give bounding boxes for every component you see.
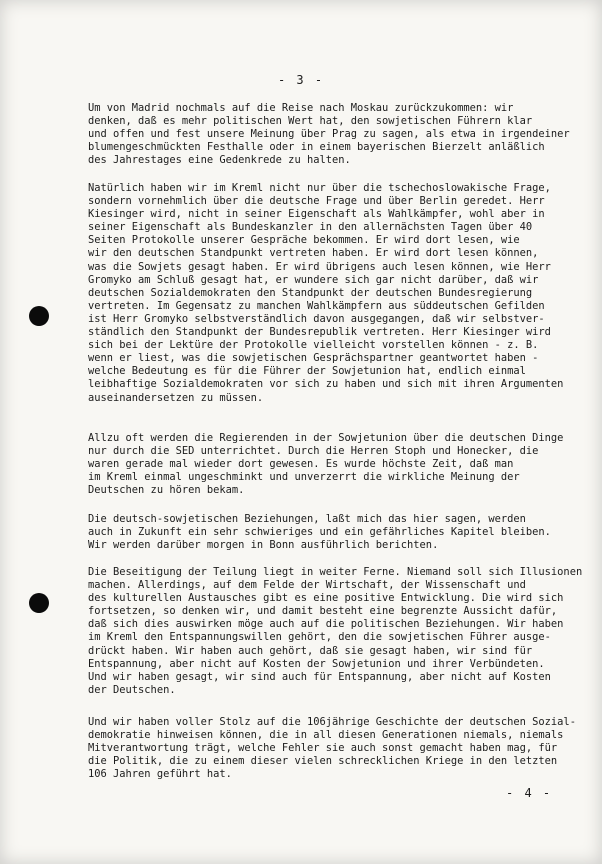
punch-hole-upper [29, 306, 49, 326]
paragraph-sozialdemokratie-geschichte: Und wir haben voller Stolz auf die 106jährige Geschichte der deutschen Sozial- demokratie hinweisen können, die in all diesen Generationen niemals, niemals Mitverantwortung trägt, welche Fehler sie auch sonst gemacht haben mag, für die Politik, die zu einem dieser vielen schrecklichen Kriege in den letzten 106 Jahren geführt hat. [88, 716, 576, 781]
paragraph-deutsch-sowjetische-beziehungen: Die deutsch-sowjetischen Beziehungen, laßt mich das hier sagen, werden auch in Zukunft ein sehr schwieriges und ein gefährliches Kapitel bleiben. Wir werden darüber morgen in Bonn ausführlich berichten. [88, 513, 551, 552]
paragraph-teilung-entspannung: Die Beseitigung der Teilung liegt in weiter Ferne. Niemand soll sich Illusionen machen. Allerdings, auf dem Felde der Wirtschaft, der Wissenschaft und des kulturellen Austausches gibt es eine positive Entwicklung. Die wird sich fortsetzen, so denken wir, und damit besteht eine begrenzte Aussicht dafür, daß sich dies auswirken möge auch auf die politischen Beziehungen. Wir haben im Kreml den Entspannungswillen gehört, den die sowjetischen Führer ausge- drückt haben. Wir haben auch gehört, daß sie gesagt haben, wir sind für Entspannung, aber nicht auf Kosten der Sowjetunion und ihrer Verbündeten. Und wir haben gesagt, wir sind auch für Entspannung, aber nicht auf Kosten der Deutschen. [88, 566, 583, 696]
paragraph-sed-unterrichtung: Allzu oft werden die Regierenden in der Sowjetunion über die deutschen Dinge nur durch die SED unterrichtet. Durch die Herren Stoph und Honecker, die waren gerade mal wieder dort gewesen. Es wurde höchste Zeit, daß man im Kreml einmal ungeschminkt und unverzerrt die wirkliche Meinung der Deutschen zu hören bekam. [88, 432, 564, 497]
page-number: - 3 - [277, 73, 325, 87]
paragraph-madrid-moskau: Um von Madrid nochmals auf die Reise nach Moskau zurückzukommen: wir denken, daß es mehr politischen Wert hat, den sowjetischen Führern klar und offen und fest unsere Meinung über Prag zu sagen, als etwa in irgendeiner blumengeschmückten Festhalle oder in einem bayerischen Bierzelt anläßlich des Jahrestages eine Gedenkrede zu halten. [88, 102, 570, 167]
next-page-marker: - 4 - [506, 786, 553, 800]
punch-hole-lower [29, 593, 49, 613]
paragraph-kreml-gespraeche: Natürlich haben wir im Kreml nicht nur über die tschechoslowakische Frage, sondern vornehmlich über die deutsche Frage und über Berlin geredet. Herr Kiesinger wird, nicht in seiner Eigenschaft als Wahlkämpfer, wohl aber in seiner Eigenschaft als Bundeskanzler in den allernächsten Tagen über 40 Seiten Protokolle unserer Gespräche bekommen. Er wird dort lesen, wie wir den deutschen Standpunkt vertreten haben. Er wird dort lesen können, was die Sowjets gesagt haben. Er wird übrigens auch lesen können, wie Herr Gromyko am Schluß gesagt hat, er wundere sich gar nicht darüber, daß wir deutschen Sozialdemokraten den Standpunkt der deutschen Bundesregierung vertreten. Im Gegensatz zu manchen Wahlkämpfern aus süddeutschen Gefilden ist Herr Gromyko selbstverständlich davon ausgegangen, daß wir selbstver- ständlich den Standpunkt der Bundesrepublik vertreten. Herr Kiesinger wird sich bei der Lektüre der Protokolle vielleicht vorstellen können - z. B. wenn er liest, was die sowjetischen Gesprächspartner geantwortet haben - welche Bedeutung es für die Führer der Sowjetunion hat, endlich einmal leibhaftige Sozialdemokraten vor sich zu haben und sich mit ihren Argumenten auseinandersetzen zu müssen. [88, 182, 564, 404]
